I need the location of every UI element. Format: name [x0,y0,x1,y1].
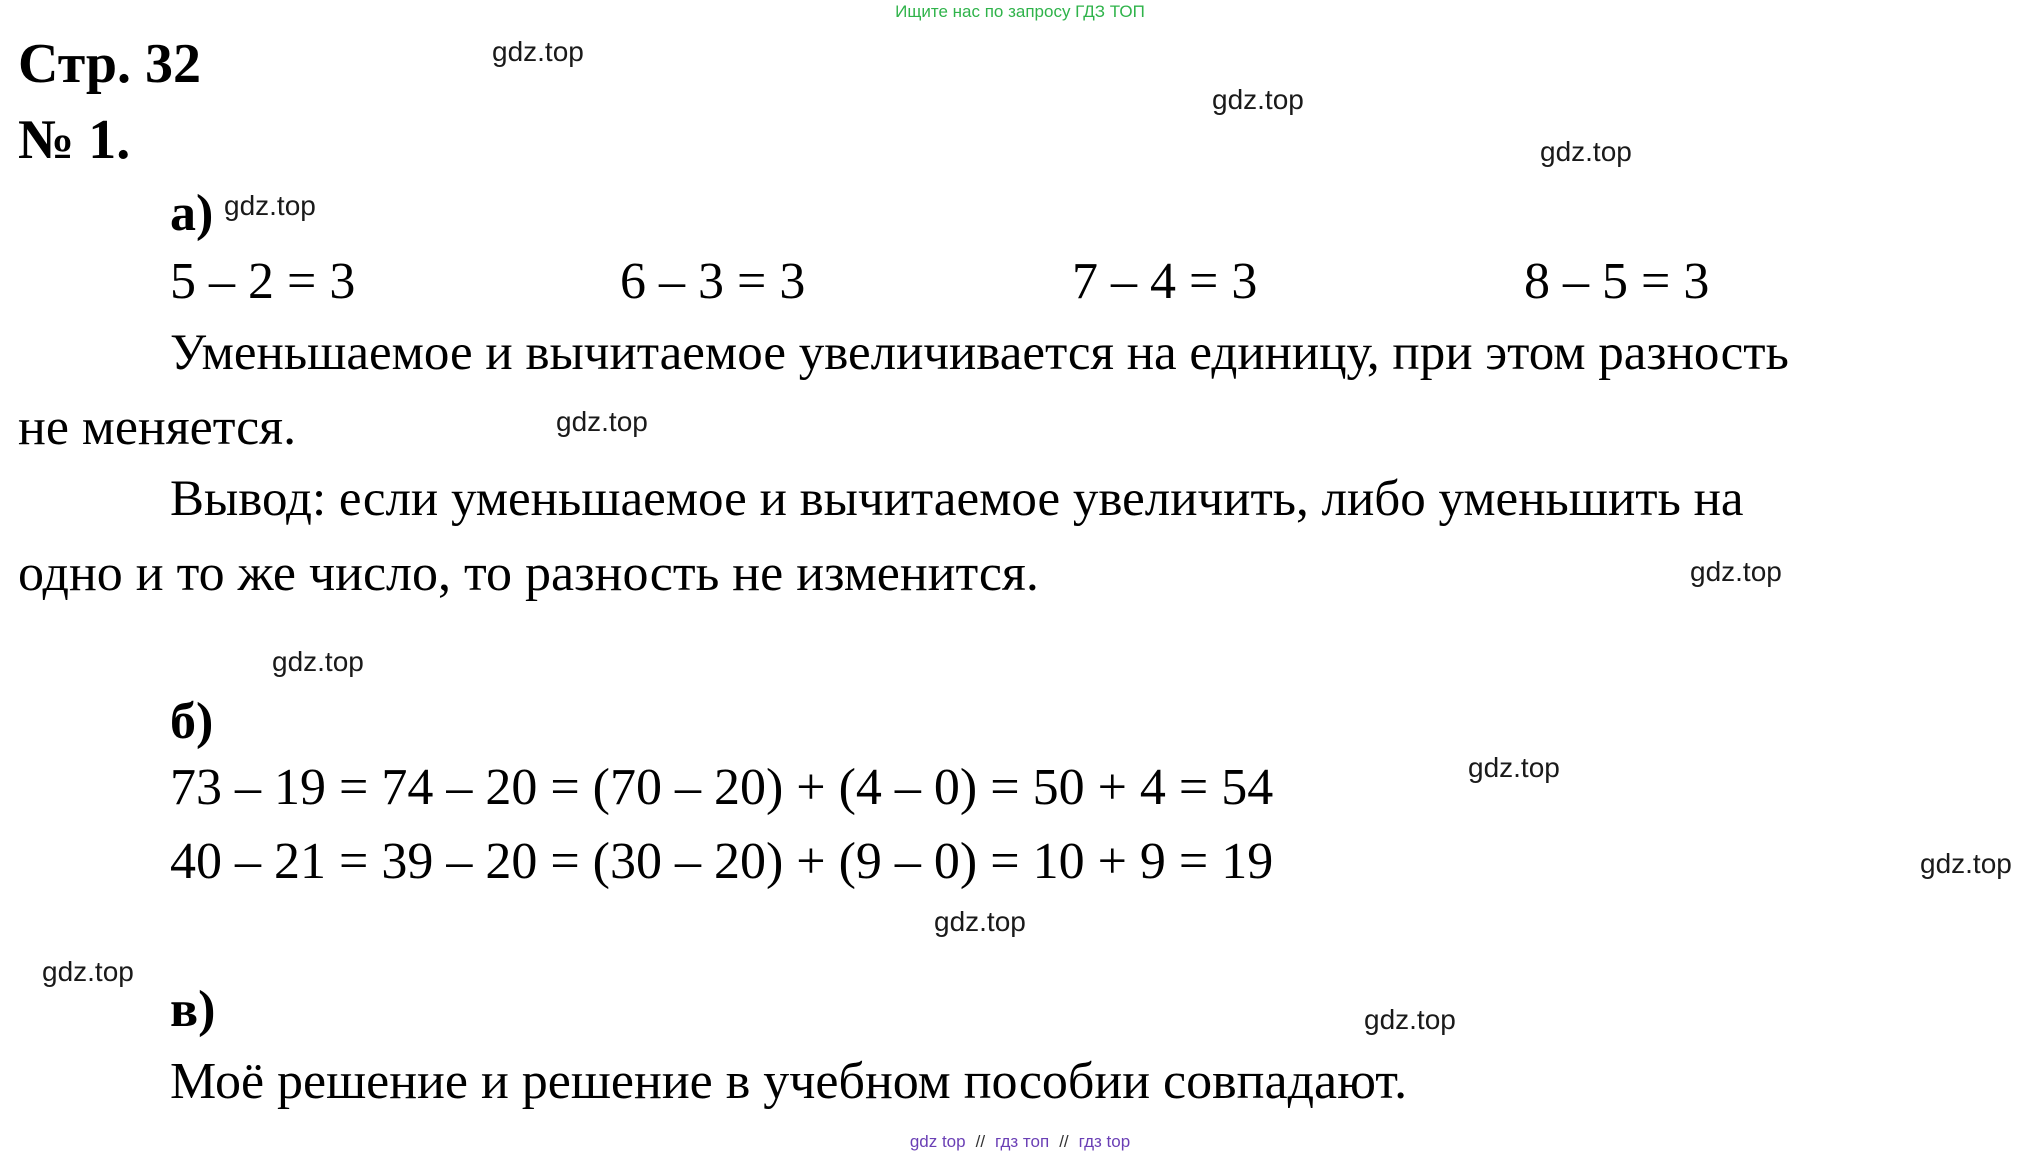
top-banner: Ищите нас по запросу ГДЗ ТОП [895,2,1145,21]
part-c-text: Моё решение и решение в учебном пособии совпадают. [170,1053,1408,1110]
watermark: gdz.top [934,906,1026,937]
part-a-equation-2: 6 – 3 = 3 [620,253,806,310]
footer-link-1[interactable]: gdz top [909,1132,966,1151]
task-number: № 1. [18,109,131,171]
watermark: gdz.top [1212,84,1304,115]
watermark: gdz.top [1364,1004,1456,1035]
part-a-label: а) [170,185,214,242]
part-a-conclusion-line-1: Вывод: если уменьшаемое и вычитаемое увеличить, либо уменьшить на [170,471,1744,527]
page-heading: Стр. 32 [18,33,202,95]
part-b-line-1: 73 – 19 = 74 – 20 = (70 – 20) + (4 – 0) = 50 + 4 = 54 [170,759,1274,816]
part-a-observation-line-2: не меняется. [18,399,297,456]
part-a-observation-line-1: Уменьшаемое и вычитаемое увеличивается на единицу, при этом разность [170,325,1789,381]
footer-link-2[interactable]: гдз топ [995,1132,1050,1151]
part-a-conclusion-line-2: одно и то же число, то разность не изменится. [18,545,1039,602]
part-b-label: б) [170,693,214,750]
watermark: gdz.top [1920,848,2012,879]
part-c-label: в) [170,981,216,1038]
watermark: gdz.top [42,956,134,987]
watermark: gdz.top [556,406,648,437]
watermark: gdz.top [272,646,364,677]
part-a-equation-1: 5 – 2 = 3 [170,253,356,310]
watermark: gdz.top [1468,752,1560,783]
footer-link-3[interactable]: гдз top [1078,1132,1131,1151]
footer-separator: // [1059,1132,1069,1151]
footer-separator: // [975,1132,986,1151]
watermark: gdz.top [1690,556,1782,587]
watermark: gdz.top [224,190,316,221]
watermark: gdz.top [492,36,584,67]
part-b-line-2: 40 – 21 = 39 – 20 = (30 – 20) + (9 – 0) = 10 + 9 = 19 [170,833,1274,890]
footer [0,1132,2040,1152]
part-a-equation-4: 8 – 5 = 3 [1524,253,1710,310]
watermark: gdz.top [1540,136,1632,167]
part-a-equation-3: 7 – 4 = 3 [1072,253,1258,310]
